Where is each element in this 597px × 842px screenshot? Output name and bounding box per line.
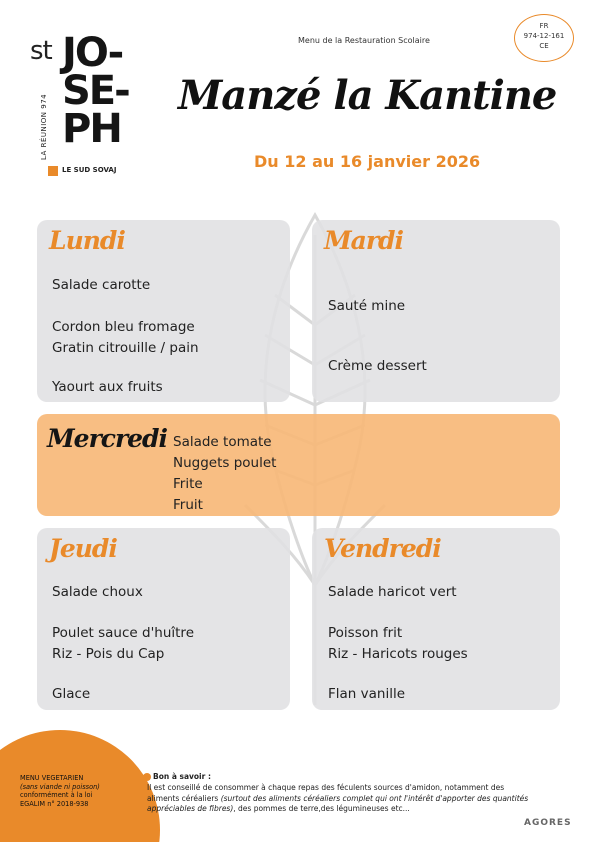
menu-item: Nuggets poulet: [173, 455, 277, 471]
menu-item: Gratin citrouille / pain: [52, 340, 199, 356]
tip-line-3b: , des pommes de terre,des légumineuses etc...: [233, 804, 410, 813]
logo-tagline: LE SUD SOVAJ: [62, 166, 117, 174]
tip-line-2a: aliments céréaliers: [147, 793, 221, 803]
veg-law-1: conformément à la loi: [20, 791, 93, 799]
day-title-mardi: Mardi: [324, 226, 404, 255]
tip-title: Bon à savoir :: [153, 772, 211, 781]
tip-line-2: [147, 794, 557, 805]
logo-line-2: SE-: [62, 68, 129, 114]
menu-item: Salade choux: [52, 584, 143, 600]
cert-line: FR: [539, 22, 549, 30]
logo-line-1: JO-: [62, 30, 123, 76]
day-title-mercredi: Mercredi: [47, 424, 168, 453]
day-title-vendredi: Vendredi: [324, 534, 441, 563]
veg-law-2: EGALIM n° 2018-938: [20, 799, 89, 808]
menu-item: Poulet sauce d'huître: [52, 625, 194, 641]
menu-item: Cordon bleu fromage: [52, 319, 195, 335]
menu-item: Riz - Haricots rouges: [328, 646, 468, 662]
brand-logo: AGORES: [524, 818, 572, 828]
cert-line: 974-12-161: [523, 32, 565, 40]
logo-square-icon: [48, 166, 58, 176]
school-logo: [30, 32, 160, 182]
logo-vertical-text: LA RÉUNION 974: [40, 93, 48, 160]
certification-badge: [514, 14, 574, 62]
tip-line-3: [147, 804, 557, 815]
bullet-icon: [143, 773, 151, 781]
tip-line-2b: (surtout des aliments céréaliers complet qui ont l'intérêt d'apporter des quantités: [220, 793, 529, 803]
menu-item: Flan vanille: [328, 686, 406, 702]
menu-item: Salade carotte: [52, 277, 151, 293]
menu-item: Salade tomate: [173, 434, 272, 450]
menu-subtitle: Menu de la Restauration Scolaire: [298, 36, 430, 45]
page-title: Manzé la Kantine: [178, 72, 557, 119]
menu-item: Poisson frit: [328, 625, 403, 641]
tip-text: [147, 783, 557, 815]
day-title-jeudi: Jeudi: [49, 534, 117, 563]
logo-st: st: [30, 36, 52, 66]
vegetarian-note: [20, 774, 140, 808]
menu-item: Yaourt aux fruits: [52, 379, 163, 395]
menu-item: Fruit: [173, 497, 203, 513]
cert-line: CE: [539, 42, 549, 50]
tip-line-1: Il est conseillé de consommer à chaque repas des féculents sources d'amidon, notamment des: [147, 783, 505, 792]
menu-item: Salade haricot vert: [328, 584, 457, 600]
menu-item: Sauté mine: [328, 298, 406, 314]
tip-line-3a: appréciables de fibres): [147, 804, 234, 813]
veg-title: MENU VEGETARIEN: [20, 774, 84, 782]
menu-item: Crème dessert: [328, 358, 427, 374]
menu-item: Riz - Pois du Cap: [52, 646, 165, 662]
menu-item: Frite: [173, 476, 203, 492]
menu-item: Glace: [52, 686, 91, 702]
date-range: Du 12 au 16 janvier 2026: [254, 152, 481, 171]
day-title-lundi: Lundi: [49, 226, 125, 255]
logo-line-3: PH: [62, 106, 121, 152]
veg-subtitle: (sans viande ni poisson): [20, 782, 100, 791]
